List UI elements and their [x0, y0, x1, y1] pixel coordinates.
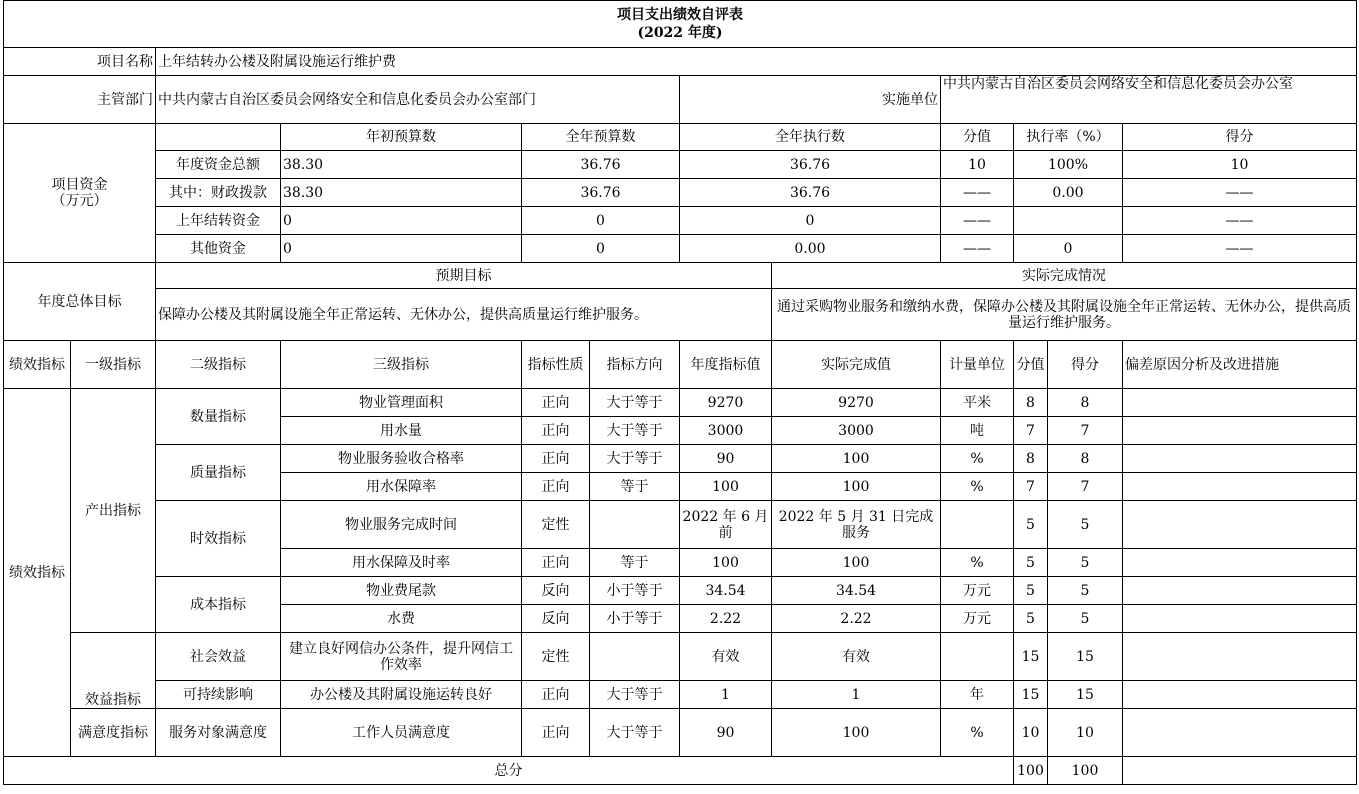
- funds-row-name: 上年结转资金: [156, 207, 281, 235]
- ind-row-actual: 2022 年 5 月 31 日完成服务: [772, 501, 941, 549]
- table-title: [4, 1, 1357, 48]
- ind-row-direction: 小于等于: [590, 577, 680, 605]
- funds-row-executed: 0: [680, 207, 941, 235]
- ind-row-direction: 大于等于: [590, 417, 680, 445]
- ind-row-unit: [941, 633, 1014, 681]
- ind-row-target: 2.22: [680, 605, 772, 633]
- ind-row-note: [1123, 445, 1357, 473]
- ind-row-direction: 大于等于: [590, 681, 680, 709]
- ind-row-actual: 100: [772, 473, 941, 501]
- ind-header-direction: 指标方向: [590, 341, 680, 389]
- ind-row-score: 5: [1048, 501, 1123, 549]
- funds-row-name: 其中：财政拨款: [156, 179, 281, 207]
- funds-row-score: 10: [1123, 151, 1357, 179]
- ind-row-name: 用水保障及时率: [281, 549, 522, 577]
- ind-row-nature: 定性: [522, 633, 590, 681]
- ind-row-nature: 正向: [522, 473, 590, 501]
- ind-row-note: [1123, 577, 1357, 605]
- ind-row-score: 7: [1048, 417, 1123, 445]
- funds-row-annual: 0: [522, 207, 680, 235]
- funds-header-executed: 全年执行数: [680, 124, 941, 151]
- ind-level2-quality: 质量指标: [156, 445, 281, 501]
- ind-row-value: 7: [1014, 417, 1048, 445]
- project-name-label: 项目名称: [4, 48, 156, 76]
- ind-row-score: 7: [1048, 473, 1123, 501]
- ind-row-target: 100: [680, 549, 772, 577]
- ind-row-actual: 9270: [772, 389, 941, 417]
- ind-row-name: 用水保障率: [281, 473, 522, 501]
- title-main: 项目支出绩效自评表: [617, 7, 743, 23]
- ind-row-nature: 正向: [522, 681, 590, 709]
- evaluation-table: [3, 0, 1357, 785]
- funds-row-score-value: ——: [941, 207, 1014, 235]
- ind-level2-social: 社会效益: [156, 633, 281, 681]
- ind-row-value: 5: [1014, 549, 1048, 577]
- ind-row-nature: 正向: [522, 445, 590, 473]
- ind-row-unit: %: [941, 445, 1014, 473]
- ind-header-performance: 绩效指标: [4, 341, 71, 389]
- ind-row-nature: 定性: [522, 501, 590, 549]
- total-score: 100: [1048, 757, 1123, 785]
- funds-row-rate: 0.00: [1014, 179, 1123, 207]
- ind-row-actual: 1: [772, 681, 941, 709]
- funds-header-score: 得分: [1123, 124, 1357, 151]
- ind-row-note: [1123, 389, 1357, 417]
- ind-row-note: [1123, 549, 1357, 577]
- ind-row-score: 15: [1048, 681, 1123, 709]
- ind-row-direction: 小于等于: [590, 605, 680, 633]
- ind-row-value: 15: [1014, 633, 1048, 681]
- ind-row-actual: 100: [772, 709, 941, 757]
- ind-row-target: 1: [680, 681, 772, 709]
- funds-row-annual: 0: [522, 235, 680, 263]
- funds-row-initial: 0: [281, 207, 522, 235]
- ind-row-direction: 大于等于: [590, 709, 680, 757]
- ind-row-nature: 正向: [522, 709, 590, 757]
- ind-level2-quantity: 数量指标: [156, 389, 281, 445]
- funds-row-executed: 36.76: [680, 179, 941, 207]
- ind-row-score: 15: [1048, 633, 1123, 681]
- ind-row-nature: 正向: [522, 417, 590, 445]
- ind-row-value: 8: [1014, 389, 1048, 417]
- ind-row-unit: [941, 501, 1014, 549]
- ind-row-unit: %: [941, 549, 1014, 577]
- ind-header-unit: 计量单位: [941, 341, 1014, 389]
- ind-row-nature: 正向: [522, 549, 590, 577]
- ind-row-actual: 3000: [772, 417, 941, 445]
- ind-level2-service-satisfaction: 服务对象满意度: [156, 709, 281, 757]
- ind-row-name: 办公楼及其附属设施运转良好: [281, 681, 522, 709]
- ind-row-value: 10: [1014, 709, 1048, 757]
- ind-row-unit: 万元: [941, 577, 1014, 605]
- funds-row-score: ——: [1123, 235, 1357, 263]
- funds-row-rate: 100%: [1014, 151, 1123, 179]
- ind-row-name: 物业管理面积: [281, 389, 522, 417]
- ind-row-value: 5: [1014, 605, 1048, 633]
- funds-row-rate: [1014, 207, 1123, 235]
- ind-row-target: 34.54: [680, 577, 772, 605]
- ind-row-score: 5: [1048, 549, 1123, 577]
- goals-expected: 保障办公楼及其附属设施全年正常运转、无休办公，提供高质量运行维护服务。: [156, 289, 772, 341]
- funds-row-annual: 36.76: [522, 151, 680, 179]
- funds-row-name: 其他资金: [156, 235, 281, 263]
- unit-label: 实施单位: [680, 76, 941, 124]
- ind-row-score: 10: [1048, 709, 1123, 757]
- funds-row-initial: 0: [281, 235, 522, 263]
- ind-row-target: 有效: [680, 633, 772, 681]
- unit-value: 中共内蒙古自治区委员会网络安全和信息化委员会办公室: [941, 76, 1357, 124]
- funds-header-rate: 执行率（%）: [1014, 124, 1123, 151]
- funds-header-score-value: 分值: [941, 124, 1014, 151]
- title-year: (2022 年度): [637, 25, 723, 41]
- ind-row-target: 2022 年 6 月前: [680, 501, 772, 549]
- goals-label: 年度总体目标: [4, 263, 156, 341]
- ind-level2-cost: 成本指标: [156, 577, 281, 633]
- ind-row-direction: [590, 501, 680, 549]
- ind-row-note: [1123, 681, 1357, 709]
- funds-row-executed: 0.00: [680, 235, 941, 263]
- ind-row-direction: [590, 633, 680, 681]
- total-label: 总分: [4, 757, 1014, 785]
- ind-row-name: 用水量: [281, 417, 522, 445]
- funds-row-score-value: ——: [941, 179, 1014, 207]
- ind-row-value: 8: [1014, 445, 1048, 473]
- ind-row-value: 15: [1014, 681, 1048, 709]
- ind-row-nature: 反向: [522, 577, 590, 605]
- ind-row-actual: 有效: [772, 633, 941, 681]
- ind-row-unit: 平米: [941, 389, 1014, 417]
- ind-row-unit: 年: [941, 681, 1014, 709]
- ind-header-level2: 二级指标: [156, 341, 281, 389]
- ind-row-actual: 100: [772, 549, 941, 577]
- ind-row-note: [1123, 501, 1357, 549]
- dept-label: 主管部门: [4, 76, 156, 124]
- ind-row-score: 5: [1048, 605, 1123, 633]
- ind-row-target: 90: [680, 445, 772, 473]
- funds-row-initial: 38.30: [281, 179, 522, 207]
- ind-header-target: 年度指标值: [680, 341, 772, 389]
- ind-level2-sustainable: 可持续影响: [156, 681, 281, 709]
- ind-row-actual: 2.22: [772, 605, 941, 633]
- ind-header-level3: 三级指标: [281, 341, 522, 389]
- ind-row-name: 物业费尾款: [281, 577, 522, 605]
- funds-row-name: 年度资金总额: [156, 151, 281, 179]
- ind-row-name: 物业服务验收合格率: [281, 445, 522, 473]
- dept-value: 中共内蒙古自治区委员会网络安全和信息化委员会办公室部门: [156, 76, 680, 124]
- funds-row-score-value: 10: [941, 151, 1014, 179]
- ind-header-note: 偏差原因分析及改进措施: [1123, 341, 1357, 389]
- ind-row-unit: %: [941, 709, 1014, 757]
- ind-row-name: 建立良好网信办公条件，提升网信工作效率: [281, 633, 522, 681]
- ind-row-direction: 大于等于: [590, 389, 680, 417]
- ind-level1-output: 产出指标: [71, 389, 156, 633]
- ind-row-direction: 等于: [590, 549, 680, 577]
- ind-row-unit: 吨: [941, 417, 1014, 445]
- goals-actual: 通过采购物业服务和缴纳水费，保障办公楼及其附属设施全年正常运转、无休办公，提供高质量运行维护服务。: [772, 289, 1357, 341]
- ind-row-name: 工作人员满意度: [281, 709, 522, 757]
- ind-level1-benefit: 效益指标: [71, 633, 156, 709]
- funds-header-annual: 全年预算数: [522, 124, 680, 151]
- ind-row-score: 8: [1048, 445, 1123, 473]
- funds-row-executed: 36.76: [680, 151, 941, 179]
- ind-row-score: 8: [1048, 389, 1123, 417]
- ind-section-label: 绩效指标: [4, 389, 71, 757]
- ind-row-value: 5: [1014, 501, 1048, 549]
- funds-row-rate: 0: [1014, 235, 1123, 263]
- funds-row-score: ——: [1123, 207, 1357, 235]
- ind-header-level1: 一级指标: [71, 341, 156, 389]
- ind-row-target: 90: [680, 709, 772, 757]
- ind-header-value: 分值: [1014, 341, 1048, 389]
- ind-row-note: [1123, 605, 1357, 633]
- ind-header-actual: 实际完成值: [772, 341, 941, 389]
- funds-row-score: ——: [1123, 179, 1357, 207]
- ind-row-direction: 大于等于: [590, 445, 680, 473]
- ind-row-target: 3000: [680, 417, 772, 445]
- ind-row-actual: 34.54: [772, 577, 941, 605]
- funds-row-initial: 38.30: [281, 151, 522, 179]
- ind-level1-satisfaction: 满意度指标: [71, 709, 156, 757]
- ind-row-target: 9270: [680, 389, 772, 417]
- goals-actual-header: 实际完成情况: [772, 263, 1357, 289]
- funds-row-score-value: ——: [941, 235, 1014, 263]
- funds-header-initial: 年初预算数: [281, 124, 522, 151]
- ind-row-unit: %: [941, 473, 1014, 501]
- ind-row-nature: 正向: [522, 389, 590, 417]
- ind-row-unit: 万元: [941, 605, 1014, 633]
- goals-expected-header: 预期目标: [156, 263, 772, 289]
- ind-row-score: 5: [1048, 577, 1123, 605]
- total-value: 100: [1014, 757, 1048, 785]
- ind-row-note: [1123, 709, 1357, 757]
- ind-row-actual: 100: [772, 445, 941, 473]
- ind-header-score: 得分: [1048, 341, 1123, 389]
- ind-row-note: [1123, 473, 1357, 501]
- funds-label: 项目资金 （万元）: [4, 124, 156, 263]
- ind-row-value: 5: [1014, 577, 1048, 605]
- project-name: 上年结转办公楼及附属设施运行维护费: [156, 48, 1357, 76]
- ind-row-name: 物业服务完成时间: [281, 501, 522, 549]
- ind-row-name: 水费: [281, 605, 522, 633]
- funds-header-blank: [156, 124, 281, 151]
- total-note: [1123, 757, 1357, 785]
- ind-row-note: [1123, 417, 1357, 445]
- ind-level2-timeliness: 时效指标: [156, 501, 281, 577]
- ind-row-value: 7: [1014, 473, 1048, 501]
- ind-row-target: 100: [680, 473, 772, 501]
- ind-row-direction: 等于: [590, 473, 680, 501]
- ind-row-note: [1123, 633, 1357, 681]
- ind-row-nature: 反向: [522, 605, 590, 633]
- ind-header-nature: 指标性质: [522, 341, 590, 389]
- funds-row-annual: 36.76: [522, 179, 680, 207]
